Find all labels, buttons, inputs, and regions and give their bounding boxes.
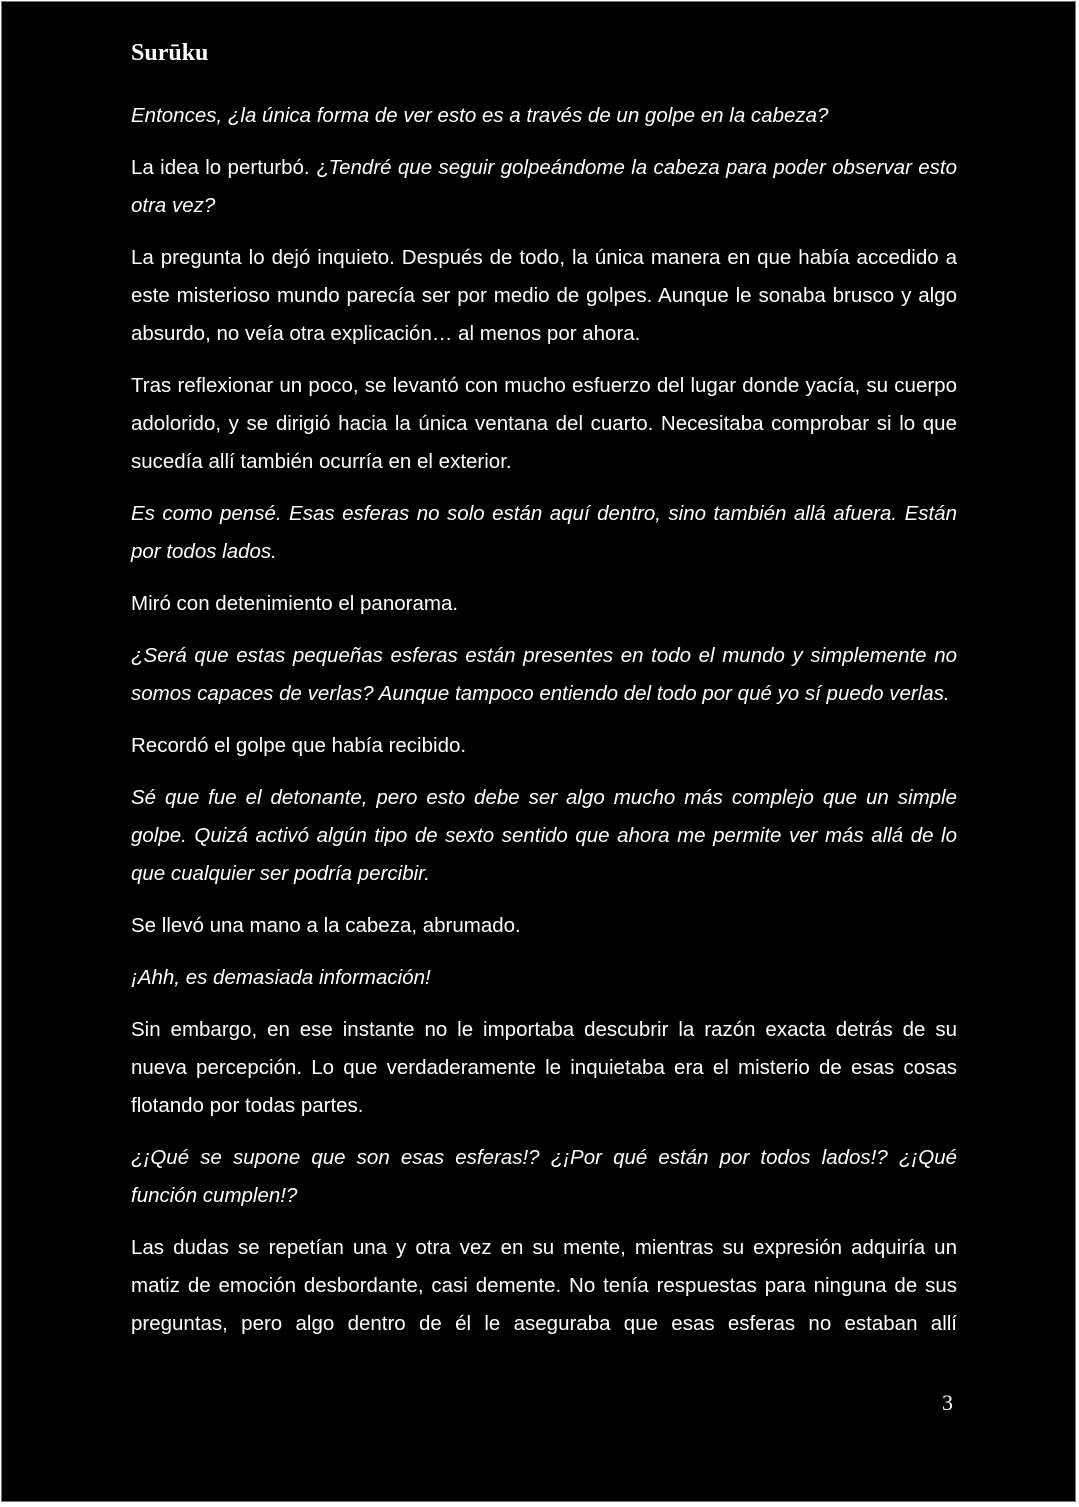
document-page [1, 1, 1076, 1502]
paragraph-thought-13: ¿¡Qué se supone que son esas esferas!? ¿¡Por qué están por todos lados!? ¿¡Qué función cumplen!? [131, 1146, 957, 1207]
running-header-title: Surūku [131, 40, 209, 66]
paragraph-thought-5: Es como pensé. Esas esferas no solo están aquí dentro, sino también allá afuera. Están por todos lados. [131, 502, 957, 563]
paragraph-thought-11: ¡Ahh, es demasiada información! [131, 966, 431, 989]
paragraph-8: Recordó el golpe que había recibido. [131, 734, 467, 757]
paragraph-10: Se llevó una mano a la cabeza, abrumado. [131, 914, 521, 937]
paragraph-thought-1: Entonces, ¿la única forma de ver esto es a través de un golpe en la cabeza? [131, 104, 829, 127]
paragraph-thought-7: ¿Será que estas pequeñas esferas están presentes en todo el mundo y simplemente no somos capaces de verlas? Aunque tampoco entiendo del todo por qué yo sí puedo verlas. [131, 644, 957, 705]
paragraph-2 [131, 149, 957, 225]
paragraph-6: Miró con detenimiento el panorama. [131, 592, 459, 615]
paragraph-14: Las dudas se repetían una y otra vez en su mente, mientras su expresión adquiría un matiz de emoción desbordante, casi demente. No tenía respuestas para ninguna de sus preguntas, pero algo dentro de él le aseguraba que esas esferas no estaban allí [131, 1236, 957, 1335]
paragraph-4: Tras reflexionar un poco, se levantó con mucho esfuerzo del lugar donde yacía, su cuerpo adolorido, y se dirigió hacia la única ventana del cuarto. Necesitaba comprobar si lo que sucedía allí también ocurría en el exterior. [131, 374, 957, 473]
chapter-body [131, 97, 957, 1357]
paragraph-3: La pregunta lo dejó inquieto. Después de todo, la única manera en que había accedido a este misterioso mundo parecía ser por medio de golpes. Aunque le sonaba brusco y algo absurdo, no veía otra explicación… al menos por ahora. [131, 246, 957, 345]
paragraph-thought-9: Sé que fue el detonante, pero esto debe ser algo mucho más complejo que un simple golpe. Quizá activó algún tipo de sexto sentido que ahora me permite ver más allá de lo que cualquier ser podría percibir. [131, 786, 957, 885]
paragraph-12: Sin embargo, en ese instante no le importaba descubrir la razón exacta detrás de su nueva percepción. Lo que verdaderamente le inquietaba era el misterio de esas cosas flotando por todas partes. [131, 1018, 957, 1117]
page-number: 3 [942, 1390, 953, 1415]
paragraph-2-lead: La idea lo perturbó. ¿ [131, 156, 329, 179]
paragraph-2-thought: Tendré que seguir golpeándome la cabeza para poder observar esto otra vez? [131, 156, 957, 217]
